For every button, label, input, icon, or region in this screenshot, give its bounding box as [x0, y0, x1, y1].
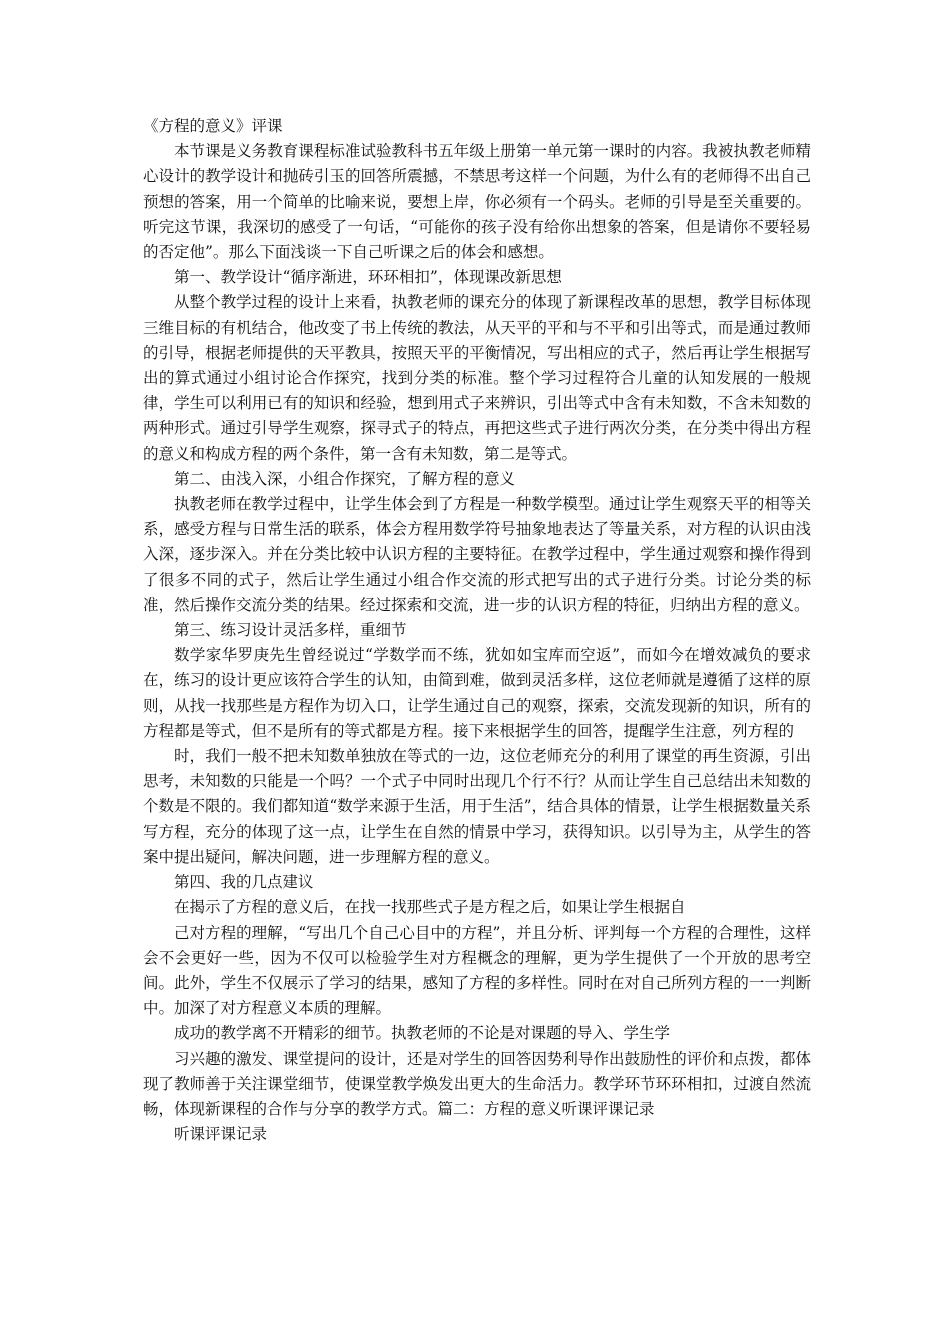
- paragraph-section-1: 从整个教学过程的设计上来看，执教老师的课充分的体现了新课程改革的思想，教学目标体现三维目标的有机结合，他改变了书上传统的教法，从天平的平和与不平和引出等式，而是通过教师的引导，根据老师提供的天平教具，按照天平的平衡情况，写出相应的式子，然后再让学生根据写出的算式通过小组讨论合作探究，找到分类的标准。整个学习过程符合儿童的认知发展的一般规律，学生可以利用已有的知识和经验，想到用式子来辨识，引出等式中含有未知数，不含未知数的两种形式。通过引导学生观察，探寻式子的特点，再把这些式子进行两次分类，在分类中得出方程的意义和构成方程的两个条件，第一含有未知数，第二是等式。: [143, 293, 811, 463]
- section-heading-2: 第二、由浅入深，小组合作探究，了解方程的意义: [174, 469, 516, 488]
- paragraph-conclusion-a: 成功的教学离不开精彩的细节。执教老师的不论是对课题的导入、学生学: [174, 1024, 671, 1043]
- paragraph-section-4a: 在揭示了方程的意义后，在找一找那些式子是方程之后，如果让学生根据自: [174, 898, 686, 917]
- paragraph-conclusion-b: 习兴趣的激发、课堂提问的设计，还是对学生的回答因势利导作出鼓励性的评价和点拨，都体现了教师善于关注课堂细节，使课堂教学焕发出更大的生命活力。教学环节环环相扣，过渡自然流畅，体现新课程的合作与分享的教学方式。篇二：方程的意义听课评课记录: [143, 1049, 811, 1118]
- paragraph-next-title: 听课评课记录: [174, 1125, 268, 1144]
- paragraph-section-4b: 己对方程的理解，“写出几个自己心目中的方程”，并且分析、评判每一个方程的合理性，这样会不会更好一些，因为不仅可以检验学生对方程概念的理解，更为学生提供了一个开放的思考空间。此外，学生不仅展示了学习的结果，感知了方程的多样性。同时在对自己所列方程的一一判断中。加深了对方程意义本质的理解。: [143, 923, 811, 1018]
- section-heading-1: 第一、教学设计“循序渐进，环环相扣”，体现课改新思想: [174, 268, 562, 287]
- section-heading-3: 第三、练习设计灵活多样，重细节: [174, 621, 407, 640]
- document-page: [143, 114, 811, 1147]
- document-title: 《方程的意义》评课: [143, 117, 283, 135]
- section-heading-4: 第四、我的几点建议: [174, 873, 314, 892]
- paragraph-section-3a: 数学家华罗庚先生曾经说过“学数学而不练，犹如如宝库而空返”，而如今在增效减负的要求在，练习的设计更应该符合学生的认知，由简到难，做到灵活多样，这位老师就是遵循了这样的原则，从找一找那些是方程作为切入口，让学生通过自己的观察，探索，交流发现新的知识，所有的方程都是等式，但不是所有的等式都是方程。接下来根据学生的回答，提醒学生注意，列方程的: [143, 646, 811, 740]
- paragraph-section-2: 执教老师在教学过程中，让学生体会到了方程是一种数学模型。通过让学生观察天平的相等关系，感受方程与日常生活的联系，体会方程用数学符号抽象地表达了等量关系，对方程的认识由浅入深，逐步深入。并在分类比较中认识方程的主要特征。在教学过程中，学生通过观察和操作得到了很多不同的式子，然后让学生通过小组合作交流的形式把写出的式子进行分类。讨论分类的标准，然后操作交流分类的结果。经过探索和交流，进一步的认识方程的特征，归纳出方程的意义。: [143, 495, 811, 614]
- paragraph-section-3b: 时，我们一般不把未知数单独放在等式的一边，这位老师充分的利用了课堂的再生资源，引出思考，未知数的只能是一个吗？一个式子中同时出现几个行不行？从而让学生自己总结出未知数的个数是不限的。我们都知道“数学来源于生活，用于生活”，结合具体的情景，让学生根据数量关系写方程，充分的体现了这一点，让学生在自然的情景中学习，获得知识。以引导为主，从学生的答案中提出疑问，解决问题，进一步理解方程的意义。: [143, 747, 811, 866]
- paragraph-intro: 本节课是义务教育课程标准试验教科书五年级上册第一单元第一课时的内容。我被执教老师精心设计的教学设计和抛砖引玉的回答所震撼，不禁思考这样一个问题，为什么有的老师得不出自己预想的答案，用一个简单的比喻来说，要想上岸，你必须有一个码头。老师的引导是至关重要的。听完这节课，我深切的感受了一句话，“可能你的孩子没有给你出想象的答案，但是请你不要轻易的否定他”。那么下面浅谈一下自己听课之后的体会和感想。: [143, 142, 811, 262]
